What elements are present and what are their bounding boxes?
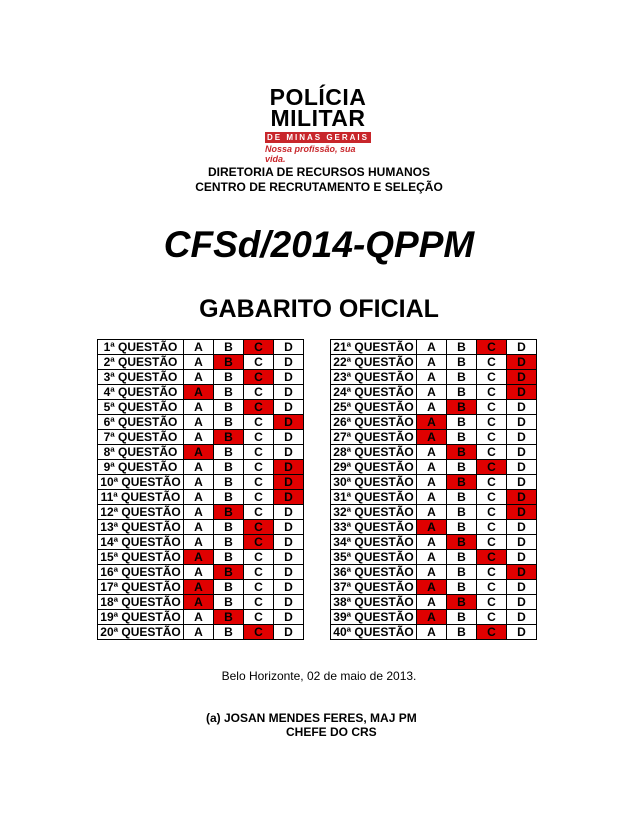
option: D xyxy=(274,430,304,445)
correct-option: B xyxy=(214,355,244,370)
option: C xyxy=(477,610,507,625)
option: B xyxy=(214,595,244,610)
answer-row xyxy=(331,505,537,520)
option: B xyxy=(447,340,477,355)
question-label: 37ª QUESTÃO xyxy=(331,580,417,595)
option: D xyxy=(274,565,304,580)
answer-row xyxy=(331,550,537,565)
question-label: 29ª QUESTÃO xyxy=(331,460,417,475)
option: A xyxy=(417,505,447,520)
option: B xyxy=(214,520,244,535)
option: D xyxy=(274,340,304,355)
correct-option: B xyxy=(447,475,477,490)
option: A xyxy=(184,370,214,385)
option: B xyxy=(447,490,477,505)
correct-option: A xyxy=(184,580,214,595)
option: D xyxy=(274,535,304,550)
answer-table-left xyxy=(97,339,304,640)
question-label: 14ª QUESTÃO xyxy=(98,535,184,550)
answer-row xyxy=(331,415,537,430)
answer-row xyxy=(331,490,537,505)
answer-row xyxy=(331,460,537,475)
question-label: 31ª QUESTÃO xyxy=(331,490,417,505)
correct-option: B xyxy=(214,430,244,445)
option: B xyxy=(447,415,477,430)
signature-role: CHEFE DO CRS xyxy=(286,725,377,739)
option: C xyxy=(477,535,507,550)
option: B xyxy=(214,340,244,355)
answer-row xyxy=(331,565,537,580)
pmmg-logo xyxy=(265,84,375,164)
option: C xyxy=(244,355,274,370)
question-label: 3ª QUESTÃO xyxy=(98,370,184,385)
option: C xyxy=(244,475,274,490)
option: A xyxy=(184,625,214,640)
option: A xyxy=(184,475,214,490)
answer-row xyxy=(98,610,304,625)
correct-option: D xyxy=(507,565,537,580)
answer-row xyxy=(98,355,304,370)
option: C xyxy=(477,355,507,370)
answer-row xyxy=(331,475,537,490)
question-label: 18ª QUESTÃO xyxy=(98,595,184,610)
correct-option: C xyxy=(244,370,274,385)
answer-row xyxy=(331,370,537,385)
option: C xyxy=(244,385,274,400)
option: A xyxy=(417,400,447,415)
option: A xyxy=(417,445,447,460)
question-label: 6ª QUESTÃO xyxy=(98,415,184,430)
correct-option: C xyxy=(477,340,507,355)
answer-row xyxy=(331,355,537,370)
option: A xyxy=(184,460,214,475)
option: D xyxy=(507,520,537,535)
option: A xyxy=(417,565,447,580)
option: A xyxy=(417,355,447,370)
option: B xyxy=(214,415,244,430)
option: D xyxy=(274,595,304,610)
signature-name: (a) JOSAN MENDES FERES, MAJ PM xyxy=(206,711,417,725)
option: B xyxy=(447,625,477,640)
correct-option: C xyxy=(477,550,507,565)
option: A xyxy=(417,535,447,550)
option: A xyxy=(417,370,447,385)
option: D xyxy=(274,385,304,400)
correct-option: D xyxy=(507,355,537,370)
option: C xyxy=(477,385,507,400)
answer-row xyxy=(331,520,537,535)
answer-row xyxy=(98,535,304,550)
question-label: 25ª QUESTÃO xyxy=(331,400,417,415)
option: B xyxy=(214,400,244,415)
option: A xyxy=(184,535,214,550)
question-label: 32ª QUESTÃO xyxy=(331,505,417,520)
correct-option: A xyxy=(184,550,214,565)
question-label: 22ª QUESTÃO xyxy=(331,355,417,370)
option: C xyxy=(477,400,507,415)
correct-option: C xyxy=(477,460,507,475)
option: A xyxy=(184,520,214,535)
answer-row xyxy=(331,595,537,610)
option: C xyxy=(477,490,507,505)
option: D xyxy=(507,445,537,460)
question-label: 13ª QUESTÃO xyxy=(98,520,184,535)
option: B xyxy=(447,610,477,625)
answer-row xyxy=(98,490,304,505)
question-label: 17ª QUESTÃO xyxy=(98,580,184,595)
correct-option: B xyxy=(447,400,477,415)
answer-row xyxy=(98,595,304,610)
option: C xyxy=(477,505,507,520)
question-label: 4ª QUESTÃO xyxy=(98,385,184,400)
answer-row xyxy=(98,415,304,430)
option: D xyxy=(274,505,304,520)
option: B xyxy=(214,370,244,385)
correct-option: B xyxy=(447,445,477,460)
option: C xyxy=(244,595,274,610)
correct-option: B xyxy=(214,610,244,625)
answer-row xyxy=(98,430,304,445)
question-label: 35ª QUESTÃO xyxy=(331,550,417,565)
answer-row xyxy=(331,535,537,550)
option: B xyxy=(214,475,244,490)
answer-row xyxy=(331,385,537,400)
question-label: 10ª QUESTÃO xyxy=(98,475,184,490)
option: B xyxy=(447,460,477,475)
option: A xyxy=(417,340,447,355)
option: A xyxy=(184,340,214,355)
option: B xyxy=(214,445,244,460)
answer-row xyxy=(98,550,304,565)
correct-option: D xyxy=(507,370,537,385)
option: D xyxy=(274,400,304,415)
option: D xyxy=(507,550,537,565)
correct-option: A xyxy=(184,445,214,460)
answer-row xyxy=(98,475,304,490)
page-subtitle: GABARITO OFICIAL xyxy=(199,295,439,323)
option: B xyxy=(214,460,244,475)
logo-slogan: Nossa profissão, sua vida. xyxy=(265,144,356,164)
question-label: 5ª QUESTÃO xyxy=(98,400,184,415)
option: B xyxy=(447,370,477,385)
option: B xyxy=(214,490,244,505)
question-label: 21ª QUESTÃO xyxy=(331,340,417,355)
correct-option: C xyxy=(244,340,274,355)
question-label: 8ª QUESTÃO xyxy=(98,445,184,460)
question-label: 7ª QUESTÃO xyxy=(98,430,184,445)
correct-option: B xyxy=(214,565,244,580)
option: C xyxy=(477,445,507,460)
option: C xyxy=(244,460,274,475)
option: A xyxy=(184,400,214,415)
option: D xyxy=(507,610,537,625)
correct-option: A xyxy=(417,520,447,535)
question-label: 34ª QUESTÃO xyxy=(331,535,417,550)
option: A xyxy=(184,505,214,520)
answer-row xyxy=(98,505,304,520)
answer-table-right xyxy=(330,339,537,640)
option: B xyxy=(214,550,244,565)
correct-option: D xyxy=(507,490,537,505)
option: C xyxy=(477,595,507,610)
correct-option: C xyxy=(477,625,507,640)
option: B xyxy=(214,385,244,400)
question-label: 30ª QUESTÃO xyxy=(331,475,417,490)
answer-row xyxy=(98,370,304,385)
option: B xyxy=(447,520,477,535)
option: D xyxy=(274,370,304,385)
answer-row xyxy=(98,400,304,415)
option: D xyxy=(507,580,537,595)
answer-row xyxy=(331,610,537,625)
option: A xyxy=(417,490,447,505)
option: D xyxy=(507,340,537,355)
option: A xyxy=(184,565,214,580)
option: C xyxy=(244,565,274,580)
option: D xyxy=(507,460,537,475)
option: C xyxy=(244,430,274,445)
question-label: 27ª QUESTÃO xyxy=(331,430,417,445)
question-label: 40ª QUESTÃO xyxy=(331,625,417,640)
question-label: 24ª QUESTÃO xyxy=(331,385,417,400)
question-label: 38ª QUESTÃO xyxy=(331,595,417,610)
answer-row xyxy=(98,460,304,475)
answer-row xyxy=(331,400,537,415)
option: C xyxy=(244,610,274,625)
correct-option: D xyxy=(274,415,304,430)
correct-option: A xyxy=(417,415,447,430)
question-label: 33ª QUESTÃO xyxy=(331,520,417,535)
question-label: 16ª QUESTÃO xyxy=(98,565,184,580)
question-label: 9ª QUESTÃO xyxy=(98,460,184,475)
question-label: 19ª QUESTÃO xyxy=(98,610,184,625)
answer-row xyxy=(331,625,537,640)
correct-option: C xyxy=(244,625,274,640)
correct-option: B xyxy=(214,505,244,520)
option: A xyxy=(417,385,447,400)
logo-line-1: POLÍCIA xyxy=(269,84,367,110)
answer-row xyxy=(331,430,537,445)
option: B xyxy=(447,505,477,520)
option: A xyxy=(184,415,214,430)
question-label: 2ª QUESTÃO xyxy=(98,355,184,370)
option: D xyxy=(274,520,304,535)
option: C xyxy=(477,415,507,430)
option: C xyxy=(244,505,274,520)
header-center: CENTRO DE RECRUTAMENTO E SELEÇÃO xyxy=(195,180,443,194)
question-label: 23ª QUESTÃO xyxy=(331,370,417,385)
option: C xyxy=(244,550,274,565)
option: B xyxy=(447,550,477,565)
option: D xyxy=(274,625,304,640)
option: C xyxy=(477,580,507,595)
correct-option: A xyxy=(417,580,447,595)
option: C xyxy=(477,370,507,385)
question-label: 39ª QUESTÃO xyxy=(331,610,417,625)
question-label: 1ª QUESTÃO xyxy=(98,340,184,355)
answer-row xyxy=(98,385,304,400)
correct-option: D xyxy=(274,475,304,490)
option: A xyxy=(184,490,214,505)
answer-row xyxy=(98,520,304,535)
question-label: 36ª QUESTÃO xyxy=(331,565,417,580)
question-label: 26ª QUESTÃO xyxy=(331,415,417,430)
option: D xyxy=(507,475,537,490)
option: C xyxy=(244,415,274,430)
correct-option: A xyxy=(417,430,447,445)
option: B xyxy=(447,430,477,445)
correct-option: A xyxy=(184,385,214,400)
option: D xyxy=(507,415,537,430)
answer-row xyxy=(98,340,304,355)
option: A xyxy=(417,460,447,475)
question-label: 15ª QUESTÃO xyxy=(98,550,184,565)
answer-row xyxy=(331,340,537,355)
option: C xyxy=(477,520,507,535)
answer-row xyxy=(98,445,304,460)
option: C xyxy=(244,580,274,595)
answer-row xyxy=(98,580,304,595)
correct-option: D xyxy=(274,460,304,475)
correct-option: C xyxy=(244,535,274,550)
option: D xyxy=(274,445,304,460)
option: D xyxy=(507,430,537,445)
option: C xyxy=(244,445,274,460)
header-directorate: DIRETORIA DE RECURSOS HUMANOS xyxy=(207,165,431,179)
answer-row xyxy=(331,580,537,595)
option: B xyxy=(447,580,477,595)
option: B xyxy=(447,385,477,400)
option: D xyxy=(274,580,304,595)
option: B xyxy=(447,565,477,580)
correct-option: C xyxy=(244,520,274,535)
correct-option: C xyxy=(244,400,274,415)
correct-option: D xyxy=(274,490,304,505)
option: A xyxy=(184,430,214,445)
option: C xyxy=(477,475,507,490)
correct-option: B xyxy=(447,595,477,610)
question-label: 11ª QUESTÃO xyxy=(98,490,184,505)
correct-option: B xyxy=(447,535,477,550)
option: D xyxy=(507,400,537,415)
answer-row xyxy=(98,565,304,580)
correct-option: D xyxy=(507,385,537,400)
correct-option: A xyxy=(184,595,214,610)
option: A xyxy=(417,550,447,565)
option: D xyxy=(507,625,537,640)
option: C xyxy=(477,565,507,580)
page-title: CFSd/2014-QPPM xyxy=(163,224,475,265)
question-label: 28ª QUESTÃO xyxy=(331,445,417,460)
question-label: 12ª QUESTÃO xyxy=(98,505,184,520)
answer-row xyxy=(331,445,537,460)
logo-line-2: MILITAR xyxy=(270,105,366,131)
option: C xyxy=(477,430,507,445)
option: C xyxy=(244,490,274,505)
option: A xyxy=(184,355,214,370)
option: B xyxy=(447,355,477,370)
option: D xyxy=(507,535,537,550)
option: D xyxy=(274,610,304,625)
option: D xyxy=(507,595,537,610)
option: A xyxy=(417,595,447,610)
option: A xyxy=(184,610,214,625)
place-date: Belo Horizonte, 02 de maio de 2013. xyxy=(221,669,417,683)
option: D xyxy=(274,550,304,565)
answer-row xyxy=(98,625,304,640)
option: A xyxy=(417,625,447,640)
correct-option: A xyxy=(417,610,447,625)
correct-option: D xyxy=(507,505,537,520)
option: A xyxy=(417,475,447,490)
option: B xyxy=(214,535,244,550)
option: D xyxy=(274,355,304,370)
option: B xyxy=(214,625,244,640)
question-label: 20ª QUESTÃO xyxy=(98,625,184,640)
option: B xyxy=(214,580,244,595)
logo-line-3: DE MINAS GERAIS xyxy=(266,133,369,142)
